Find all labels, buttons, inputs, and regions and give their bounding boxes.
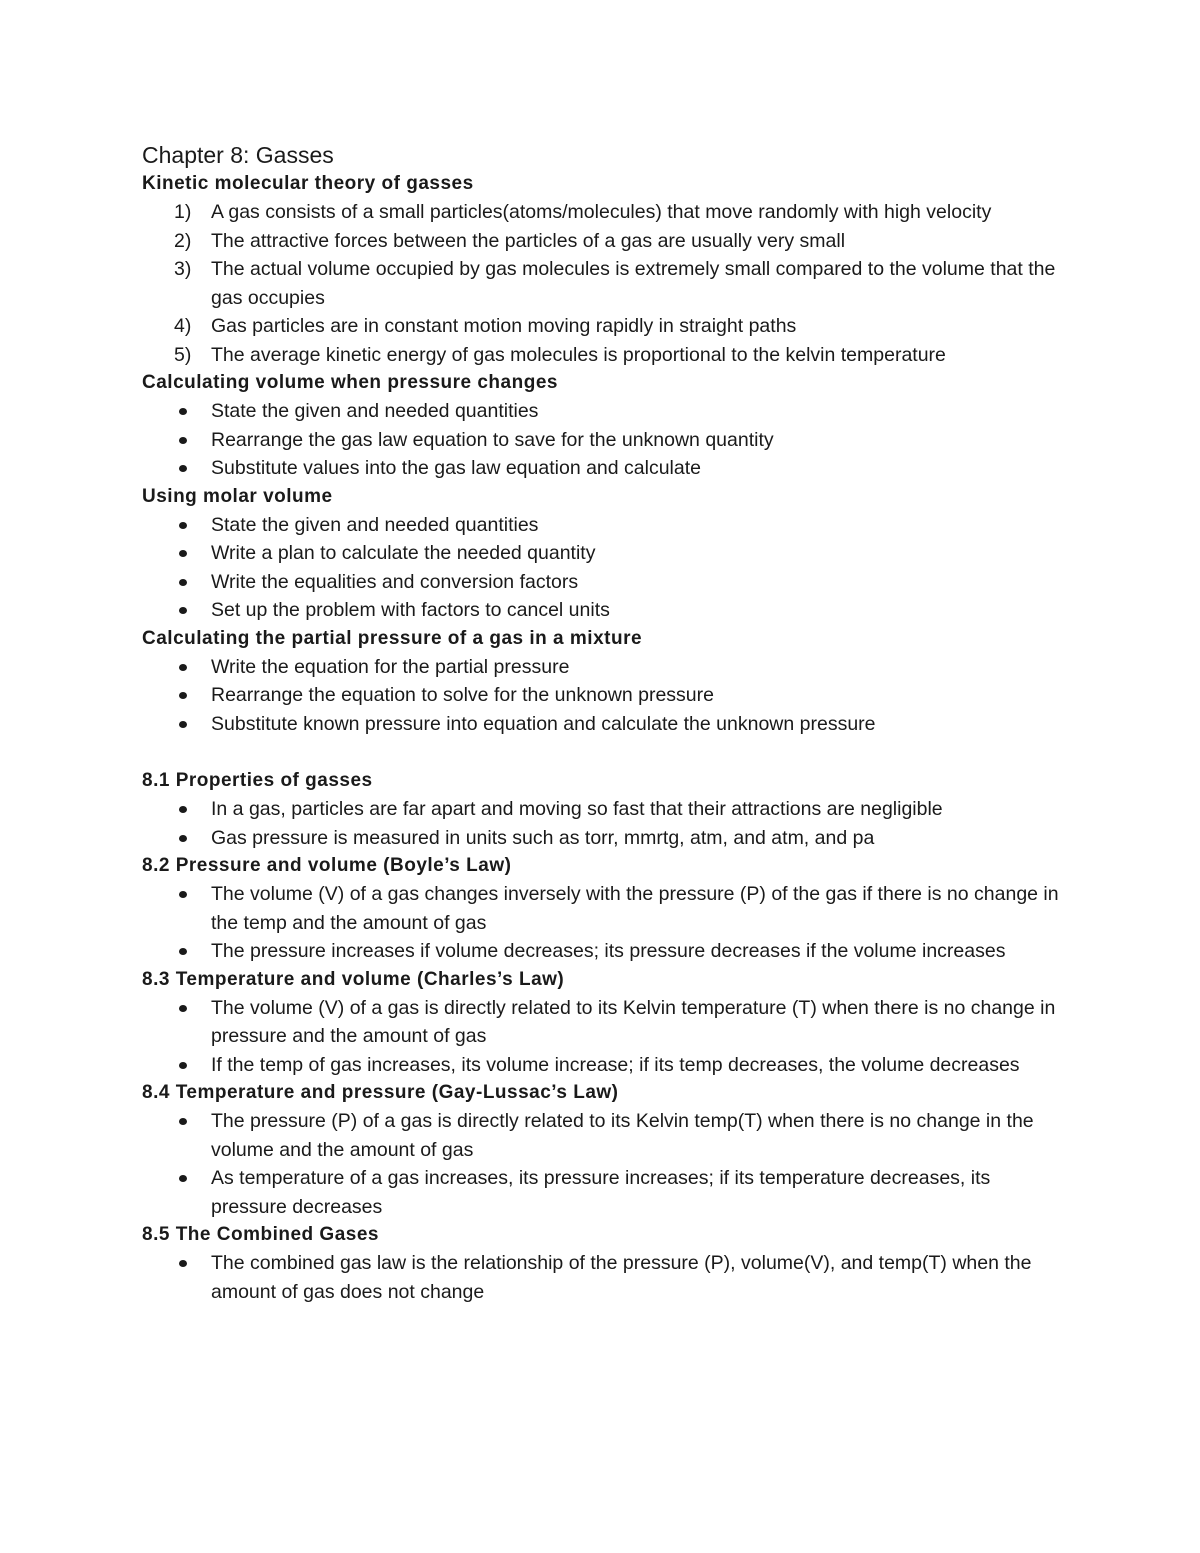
chapter-title: Chapter 8: Gasses — [142, 142, 334, 168]
list-item — [142, 397, 1062, 426]
list-item-text: The volume (V) of a gas is directly related to its Kelvin temperature (T) when there is no change in pressure and the amount of gas — [211, 996, 1056, 1047]
bullet-icon — [179, 550, 187, 557]
bullet-icon — [179, 1062, 187, 1069]
section-heading: Kinetic molecular theory of gasses — [142, 173, 474, 194]
list-item-text: The actual volume occupied by gas molecules is extremely small compared to the volume that the gas occupies — [211, 258, 1056, 309]
section-heading: 8.4 Temperature and pressure (Gay-Lussac’s Law) — [142, 1082, 619, 1103]
bullet-icon — [179, 408, 187, 415]
list-item-text: The combined gas law is the relationship of the pressure (P), volume(V), and temp(T) when the amount of gas does not change — [211, 1252, 1032, 1303]
list-item — [142, 937, 1062, 966]
bullet-icon — [179, 437, 187, 444]
list-item-text: Write the equalities and conversion factors — [211, 570, 579, 593]
list-item — [142, 227, 1062, 256]
list-item-text: State the given and needed quantities — [211, 513, 539, 536]
section-heading: Calculating the partial pressure of a gas in a mixture — [142, 627, 643, 649]
list-item-text: Substitute values into the gas law equation and calculate — [211, 457, 701, 479]
list-item — [142, 653, 1062, 682]
list-item — [142, 539, 1062, 568]
list-number: 2) — [174, 229, 192, 252]
bullet-icon — [179, 891, 187, 898]
list-item-text: The average kinetic energy of gas molecules is proportional to the kelvin temperature — [211, 343, 946, 366]
section-heading: 8.5 The Combined Gases — [142, 1224, 379, 1245]
bullet-icon — [179, 835, 187, 842]
list-item — [142, 880, 1062, 937]
bullet-list — [142, 795, 1062, 852]
section-heading: Calculating volume when pressure changes — [142, 372, 558, 393]
list-number: 4) — [174, 315, 192, 337]
list-item-text: As temperature of a gas increases, its pressure increases; if its temperature decreases, its pressure decreases — [211, 1167, 991, 1218]
section-heading: 8.3 Temperature and volume (Charles’s Law) — [142, 968, 565, 990]
list-item — [142, 710, 1062, 739]
list-number: 3) — [174, 258, 192, 280]
list-item-text: Write the equation for the partial pressure — [211, 655, 570, 678]
list-item — [142, 1249, 1062, 1306]
list-item-text: Set up the problem with factors to cancel units — [211, 599, 610, 621]
bullet-icon — [179, 579, 187, 586]
list-number: 1) — [174, 201, 192, 223]
list-item — [142, 1107, 1062, 1164]
bullet-list — [142, 511, 1062, 625]
list-item — [142, 454, 1062, 483]
list-item — [142, 568, 1062, 597]
document-content — [142, 140, 1062, 1306]
bullet-icon — [179, 948, 187, 955]
list-number: 5) — [174, 343, 192, 366]
list-item — [142, 994, 1062, 1051]
bullet-icon — [179, 1005, 187, 1012]
list-item-text: The pressure (P) of a gas is directly related to its Kelvin temp(T) when there is no change in the volume and the amount of gas — [211, 1110, 1034, 1161]
bullet-icon — [179, 1260, 187, 1267]
sections-container — [142, 170, 1062, 1306]
list-item — [142, 1051, 1062, 1080]
list-item-text: Gas particles are in constant motion moving rapidly in straight paths — [211, 315, 797, 337]
list-item-text: The attractive forces between the particles of a gas are usually very small — [211, 229, 846, 252]
section-heading: 8.1 Properties of gasses — [142, 770, 373, 791]
list-item-text: Rearrange the equation to solve for the unknown pressure — [211, 684, 714, 706]
list-item — [142, 312, 1062, 341]
bullet-icon — [179, 465, 187, 472]
bullet-list — [142, 1249, 1062, 1306]
list-item — [142, 681, 1062, 710]
list-item — [142, 426, 1062, 455]
bullet-list — [142, 397, 1062, 483]
list-item — [142, 1164, 1062, 1221]
list-item-text: The volume (V) of a gas changes inversely with the pressure (P) of the gas if there is no change in the temp and the amount of gas — [211, 883, 1059, 934]
section-heading: Using molar volume — [142, 485, 333, 507]
bullet-icon — [179, 1175, 187, 1182]
list-item — [142, 255, 1062, 312]
list-item-text: If the temp of gas increases, its volume increase; if its temp decreases, the volume decreases — [211, 1053, 1020, 1076]
bullet-icon — [179, 1118, 187, 1125]
bullet-icon — [179, 806, 187, 813]
list-item — [142, 198, 1062, 227]
list-item-text: The pressure increases if volume decreases; its pressure decreases if the volume increases — [211, 940, 1006, 962]
bullet-icon — [179, 692, 187, 699]
list-item-text: Substitute known pressure into equation and calculate the unknown pressure — [211, 712, 876, 735]
list-item-text: In a gas, particles are far apart and moving so fast that their attractions are negligible — [211, 798, 943, 820]
bullet-icon — [179, 664, 187, 671]
list-item-text: Write a plan to calculate the needed quantity — [211, 542, 596, 564]
list-item-text: A gas consists of a small particles(atoms/molecules) that move randomly with high velocity — [211, 201, 992, 223]
bullet-list — [142, 994, 1062, 1080]
list-item — [142, 511, 1062, 540]
list-item — [142, 795, 1062, 824]
bullet-icon — [179, 607, 187, 614]
bullet-icon — [179, 721, 187, 728]
bullet-list — [142, 1107, 1062, 1221]
bullet-list — [142, 653, 1062, 739]
bullet-list — [142, 880, 1062, 966]
list-item-text: Rearrange the gas law equation to save for the unknown quantity — [211, 428, 774, 451]
list-item — [142, 824, 1062, 853]
numbered-list — [142, 198, 1062, 369]
list-item-text: State the given and needed quantities — [211, 400, 539, 422]
list-item — [142, 341, 1062, 370]
list-item — [142, 596, 1062, 625]
list-item-text: Gas pressure is measured in units such as torr, mmrtg, atm, and atm, and pa — [211, 826, 875, 849]
section-heading: 8.2 Pressure and volume (Boyle’s Law) — [142, 855, 512, 876]
bullet-icon — [179, 522, 187, 529]
